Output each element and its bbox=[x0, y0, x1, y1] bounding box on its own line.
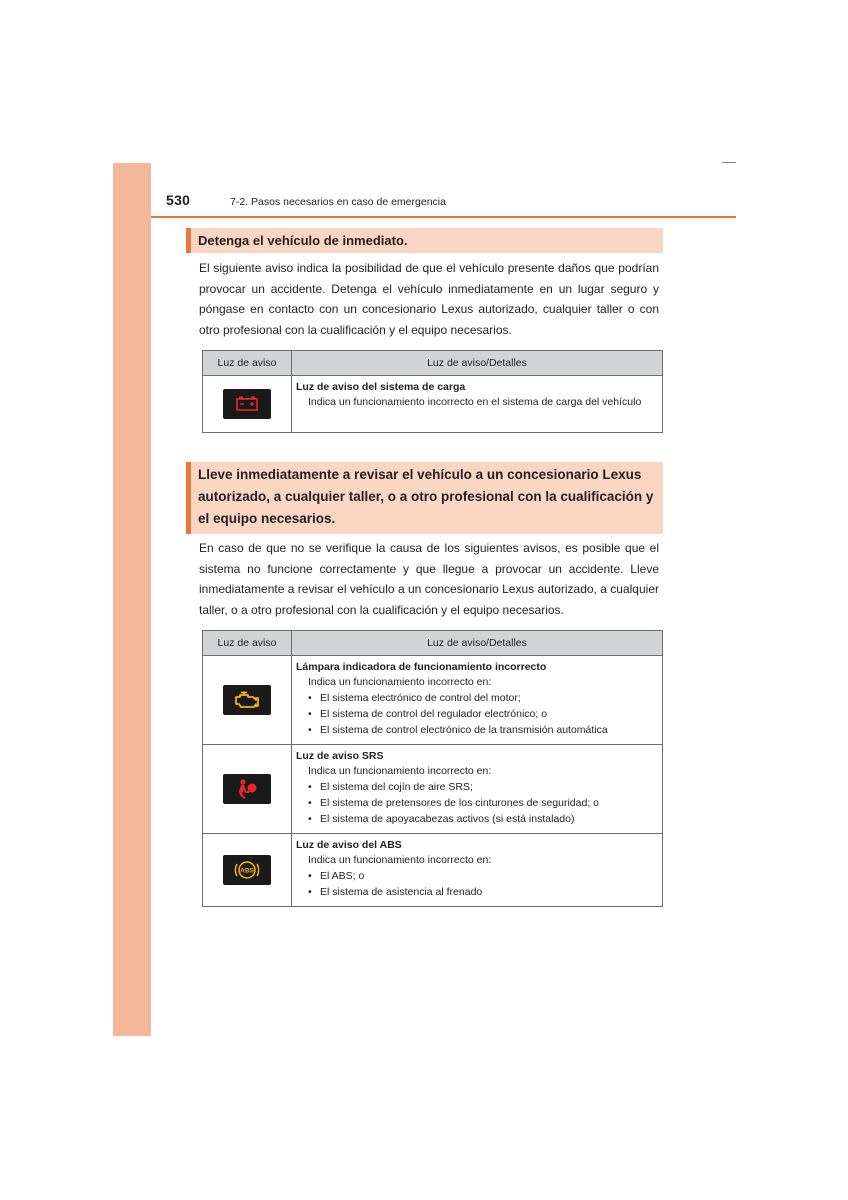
airbag-warning-icon bbox=[223, 774, 271, 804]
header-rule bbox=[151, 216, 736, 218]
row-title: Luz de aviso del sistema de carga bbox=[296, 381, 466, 393]
column-header-details: Luz de aviso/Detalles bbox=[292, 351, 663, 376]
row-description: Indica un funcionamiento incorrecto en: bbox=[308, 765, 492, 777]
abs-warning-icon bbox=[223, 855, 271, 885]
list-item: • El ABS; o bbox=[296, 868, 658, 884]
abs-icon-label: ABS bbox=[240, 867, 254, 875]
column-header-details: Luz de aviso/Detalles bbox=[292, 631, 663, 656]
row-title: Lámpara indicadora de funcionamiento incorrecto bbox=[296, 661, 547, 673]
row-description: Indica un funcionamiento incorrecto en el sistema de carga del vehículo bbox=[308, 396, 642, 408]
chapter-title: 7-2. Pasos necesarios en caso de emergencia bbox=[230, 196, 446, 208]
section-heading-stop: Detenga el vehículo de inmediato. bbox=[186, 228, 663, 253]
list-item: • El sistema del cojín de aire SRS; bbox=[296, 779, 658, 795]
section-service-paragraph: En caso de que no se verifique la causa de los siguientes avisos, es posible que el sistema no funcione correctamente y que llegue a provocar un accidente. Lleve inmediatamente a revisar el vehículo a un concesionario Lexus autorizado, a cualquier taller, o a otro profesional con la cualificación y el equipo necesarios. bbox=[199, 541, 659, 617]
warning-table-service bbox=[202, 630, 663, 907]
warning-table-stop bbox=[202, 350, 663, 433]
list-item: • El sistema electrónico de control del motor; bbox=[296, 690, 658, 706]
list-item: • El sistema de control electrónico de la transmisión automática bbox=[296, 722, 658, 738]
row-description: Indica un funcionamiento incorrecto en: bbox=[308, 676, 492, 688]
row-title: Luz de aviso del ABS bbox=[296, 839, 402, 851]
table-row bbox=[203, 656, 663, 745]
table-row bbox=[203, 834, 663, 907]
table-header-row bbox=[203, 351, 663, 376]
list-item: • El sistema de control del regulador electrónico; o bbox=[296, 706, 658, 722]
section-heading-service: Lleve inmediatamente a revisar el vehículo a un concesionario Lexus autorizado, a cualquier taller, o a otro profesional con la cualificación y el equipo necesarios. bbox=[186, 462, 663, 534]
list-item: • El sistema de apoyacabezas activos (si está instalado) bbox=[296, 811, 658, 827]
column-header-lamp: Luz de aviso bbox=[203, 631, 292, 656]
table-header-row bbox=[203, 631, 663, 656]
row-title: Luz de aviso SRS bbox=[296, 750, 384, 762]
table-row bbox=[203, 376, 663, 433]
list-item: • El sistema de asistencia al frenado bbox=[296, 884, 658, 900]
table-row bbox=[203, 745, 663, 834]
column-header-lamp: Luz de aviso bbox=[203, 351, 292, 376]
engine-warning-icon bbox=[223, 685, 271, 715]
page-number: 530 bbox=[166, 192, 191, 208]
side-tab-band bbox=[113, 163, 151, 1036]
battery-warning-icon bbox=[223, 389, 271, 419]
corner-mark bbox=[722, 162, 736, 163]
section-stop-paragraph: El siguiente aviso indica la posibilidad de que el vehículo presente daños que podrían provocar un accidente. Detenga el vehículo inmediatamente en un lugar seguro y póngase en contacto con un concesionario Lexus autorizado, cualquier taller o con otro profesional con la cualificación y el equipo necesarios. bbox=[199, 261, 659, 337]
list-item: • El sistema de pretensores de los cinturones de seguridad; o bbox=[296, 795, 658, 811]
row-description: Indica un funcionamiento incorrecto en: bbox=[308, 854, 492, 866]
